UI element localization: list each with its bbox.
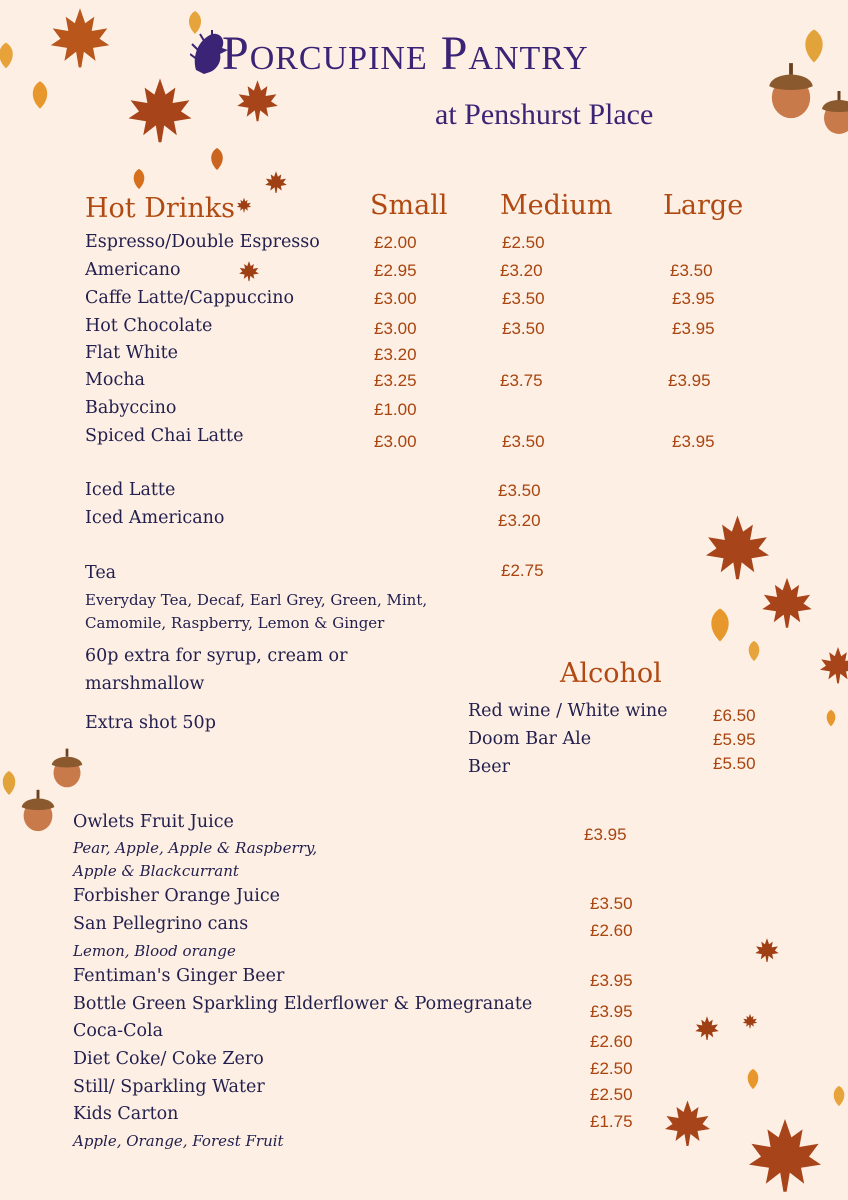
hot-item-large-price: £3.95 [668, 371, 711, 390]
oak-leaf-icon [780, 28, 848, 64]
cold-item-price: £3.95 [590, 971, 633, 990]
cold-item-price: £2.50 [590, 1059, 633, 1078]
alcohol-item-name: Red wine / White wine [468, 701, 668, 721]
leaf-icon [15, 80, 65, 110]
cold-item-description: Pear, Apple, Apple & Raspberry, [73, 839, 318, 857]
hot-item-small-price: £2.95 [374, 261, 417, 280]
maple-leaf-icon [700, 512, 775, 582]
cold-item-price: £2.60 [590, 921, 633, 940]
hot-item-name: Americano [85, 260, 181, 280]
hot-item-small-price: £2.00 [374, 233, 417, 252]
cold-item-price: £3.95 [590, 1002, 633, 1021]
hot-item-medium-price: £3.50 [502, 432, 545, 451]
maple-leaf-icon [230, 78, 285, 123]
alcohol-item-price: £5.95 [713, 730, 756, 749]
cold-item-name: San Pellegrino cans [73, 914, 249, 934]
col-large: Large [663, 190, 744, 221]
cold-item-name: Kids Carton [73, 1104, 179, 1124]
cold-item-price: £1.75 [590, 1112, 633, 1131]
hot-item-name: Hot Chocolate [85, 316, 213, 336]
hot-item-large-price: £3.50 [670, 261, 713, 280]
maple-leaf-icon [236, 196, 252, 214]
hot-item-small-price: £3.00 [374, 289, 417, 308]
maple-leaf-icon [120, 75, 200, 145]
hot-item-name: Spiced Chai Latte [85, 426, 244, 446]
extra-shot-note: Extra shot 50p [85, 713, 216, 733]
iced-item-name: Iced Americano [85, 508, 225, 528]
hot-item-small-price: £3.00 [374, 432, 417, 451]
iced-item-name: Iced Latte [85, 480, 176, 500]
tea-price: £2.75 [501, 561, 544, 580]
cold-item-name: Still/ Sparkling Water [73, 1077, 265, 1097]
maple-leaf-icon [40, 5, 120, 70]
col-medium: Medium [500, 190, 613, 221]
cold-item-price: £2.50 [590, 1085, 633, 1104]
hot-item-name: Mocha [85, 370, 145, 390]
iced-item-price: £3.50 [498, 481, 541, 500]
brand-subtitle: at Penshurst Place [435, 98, 654, 131]
hot-item-medium-price: £3.75 [500, 371, 543, 390]
acorn-icon [814, 80, 848, 144]
leaf-icon [822, 708, 840, 728]
alcohol-item-name: Beer [468, 757, 510, 777]
syrup-note: 60p extra for syrup, cream or [85, 646, 348, 666]
oak-leaf-icon [0, 758, 22, 808]
cold-item-price: £2.60 [590, 1032, 633, 1051]
cold-item-name: Fentiman's Ginger Beer [73, 966, 285, 986]
hot-item-name: Caffe Latte/Cappuccino [85, 288, 295, 308]
maple-leaf-icon [650, 1098, 725, 1148]
tea-name: Tea [85, 563, 117, 583]
syrup-note: marshmallow [85, 674, 205, 694]
leaf-icon [742, 1060, 764, 1098]
tea-description: Everyday Tea, Decaf, Earl Grey, Green, Mint, [85, 591, 428, 609]
hot-item-large-price: £3.95 [672, 319, 715, 338]
hot-item-large-price: £3.95 [672, 289, 715, 308]
hot-item-name: Babyccino [85, 398, 177, 418]
alcohol-item-name: Doom Bar Ale [468, 729, 592, 749]
hot-item-medium-price: £3.50 [502, 289, 545, 308]
maple-leaf-icon [264, 168, 288, 196]
maple-leaf-icon [742, 1012, 758, 1030]
hot-item-name: Espresso/Double Espresso [85, 232, 320, 252]
leaf-icon [735, 640, 773, 662]
leaf-icon [205, 145, 229, 173]
leaf-icon [826, 1085, 848, 1107]
cold-item-name: Forbisher Orange Juice [73, 886, 281, 906]
hot-item-name: Flat White [85, 343, 179, 363]
cold-item-description: Lemon, Blood orange [73, 942, 236, 960]
oak-leaf-icon [0, 28, 20, 83]
cold-item-name: Owlets Fruit Juice [73, 812, 234, 832]
hot-item-large-price: £3.95 [672, 432, 715, 451]
maple-leaf-icon [238, 258, 260, 284]
cold-item-price: £3.50 [590, 894, 633, 913]
cold-item-description: Apple & Blackcurrant [73, 862, 239, 880]
col-small: Small [370, 190, 448, 221]
tea-description: Camomile, Raspberry, Lemon & Ginger [85, 614, 385, 632]
maple-leaf-icon [754, 937, 780, 963]
maple-leaf-icon [752, 575, 822, 630]
cold-item-price: £3.95 [584, 825, 627, 844]
acorn-icon [42, 745, 92, 790]
cold-item-name: Coca-Cola [73, 1021, 164, 1041]
hot-item-small-price: £3.25 [374, 371, 417, 390]
maple-leaf-icon [745, 1110, 825, 1200]
brand-title: Porcupine Pantry [222, 27, 589, 80]
hot-item-small-price: £3.20 [374, 345, 417, 364]
hot-drinks-heading: Hot Drinks [85, 193, 236, 224]
hot-item-medium-price: £3.20 [500, 261, 543, 280]
cold-item-name: Bottle Green Sparkling Elderflower & Pomegranate [73, 994, 533, 1014]
hot-item-medium-price: £3.50 [502, 319, 545, 338]
alcohol-item-price: £6.50 [713, 706, 756, 725]
alcohol-item-price: £5.50 [713, 754, 756, 773]
hot-item-medium-price: £2.50 [502, 233, 545, 252]
iced-item-price: £3.20 [498, 511, 541, 530]
maple-leaf-icon [694, 1015, 720, 1041]
hot-item-small-price: £1.00 [374, 400, 417, 419]
alcohol-heading: Alcohol [560, 658, 662, 689]
leaf-icon [702, 600, 738, 650]
cold-item-name: Diet Coke/ Coke Zero [73, 1049, 264, 1069]
leaf-icon [128, 168, 150, 190]
hot-item-small-price: £3.00 [374, 319, 417, 338]
maple-leaf-icon [818, 640, 848, 690]
cold-item-description: Apple, Orange, Forest Fruit [73, 1132, 284, 1150]
